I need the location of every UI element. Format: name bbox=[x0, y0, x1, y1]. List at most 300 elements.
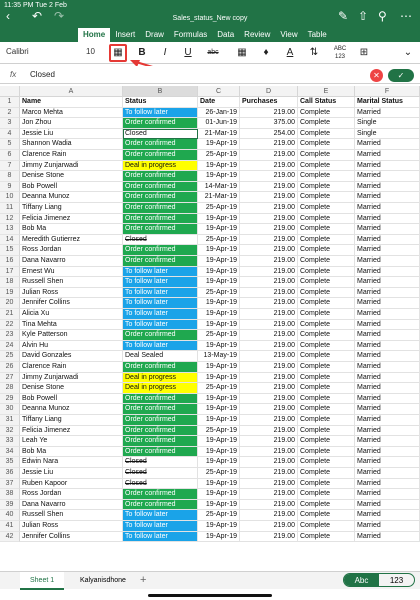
tab-home[interactable]: Home bbox=[78, 28, 110, 42]
row-number[interactable]: 18 bbox=[0, 277, 20, 288]
cell-status[interactable]: Order confirmed bbox=[123, 415, 198, 426]
cell-marital-status[interactable]: Married bbox=[355, 479, 420, 490]
cell-date[interactable]: 25-Apr-19 bbox=[198, 426, 240, 437]
cell-date[interactable]: 21-Mar-19 bbox=[198, 129, 240, 140]
cell-name[interactable]: Julian Ross bbox=[20, 288, 123, 299]
cell-purchases[interactable]: 219.00 bbox=[240, 532, 298, 543]
cell-date[interactable]: 13-May-19 bbox=[198, 351, 240, 362]
cell-date[interactable]: 19-Apr-19 bbox=[198, 500, 240, 511]
row-number[interactable]: 5 bbox=[0, 139, 20, 150]
row-number[interactable]: 35 bbox=[0, 457, 20, 468]
row-number[interactable]: 13 bbox=[0, 224, 20, 235]
cell-purchases[interactable]: 219.00 bbox=[240, 362, 298, 373]
cell-date[interactable]: 19-Apr-19 bbox=[198, 256, 240, 267]
cell-date[interactable]: 19-Apr-19 bbox=[198, 489, 240, 500]
cell-purchases[interactable]: 219.00 bbox=[240, 161, 298, 172]
cell-name[interactable]: Russell Shen bbox=[20, 510, 123, 521]
cell-purchases[interactable]: 219.00 bbox=[240, 457, 298, 468]
cell-marital-status[interactable]: Married bbox=[355, 510, 420, 521]
cell-status[interactable]: To follow later bbox=[123, 277, 198, 288]
tab-table[interactable]: Table bbox=[307, 30, 327, 39]
cell-call-status[interactable]: Complete bbox=[298, 182, 355, 193]
cell-purchases[interactable]: 219.00 bbox=[240, 521, 298, 532]
cell-status[interactable]: Order confirmed bbox=[123, 404, 198, 415]
cell-call-status[interactable]: Complete bbox=[298, 214, 355, 225]
cell-date[interactable]: 14-Mar-19 bbox=[198, 182, 240, 193]
col-header-f[interactable]: F bbox=[355, 86, 420, 97]
cell-purchases[interactable]: 219.00 bbox=[240, 447, 298, 458]
row-number[interactable]: 25 bbox=[0, 351, 20, 362]
cell-call-status[interactable]: Complete bbox=[298, 139, 355, 150]
keyboard-toggle[interactable] bbox=[343, 573, 415, 587]
cell-marital-status[interactable]: Married bbox=[355, 203, 420, 214]
cell-call-status[interactable]: Complete bbox=[298, 510, 355, 521]
cell-purchases[interactable]: 219.00 bbox=[240, 224, 298, 235]
fill-icon[interactable]: ♦ bbox=[263, 47, 269, 58]
cell-marital-status[interactable]: Married bbox=[355, 436, 420, 447]
cell-call-status[interactable]: Complete bbox=[298, 224, 355, 235]
cell-purchases[interactable]: 219.00 bbox=[240, 171, 298, 182]
cell-name[interactable]: Tiffany Liang bbox=[20, 203, 123, 214]
cell-marital-status[interactable]: Married bbox=[355, 298, 420, 309]
row-number[interactable]: 37 bbox=[0, 479, 20, 490]
cell-call-status[interactable]: Complete bbox=[298, 489, 355, 500]
cell-marital-status[interactable]: Married bbox=[355, 161, 420, 172]
cell-call-status[interactable]: Complete bbox=[298, 479, 355, 490]
cell-date[interactable]: 25-Apr-19 bbox=[198, 330, 240, 341]
cell-status[interactable]: To follow later bbox=[123, 532, 198, 543]
cell-purchases[interactable]: 375.00 bbox=[240, 118, 298, 129]
cell-marital-status[interactable]: Married bbox=[355, 288, 420, 299]
cell-purchases[interactable]: 219.00 bbox=[240, 139, 298, 150]
row-number[interactable]: 26 bbox=[0, 362, 20, 373]
cell-purchases[interactable]: 219.00 bbox=[240, 108, 298, 119]
cell-purchases[interactable]: 219.00 bbox=[240, 415, 298, 426]
cell-status[interactable]: Order confirmed bbox=[123, 150, 198, 161]
cell-call-status[interactable]: Complete bbox=[298, 532, 355, 543]
cell-call-status[interactable]: Complete bbox=[298, 426, 355, 437]
sheet-tab-1[interactable]: Sheet 1 bbox=[20, 572, 64, 590]
cell-status[interactable]: To follow later bbox=[123, 521, 198, 532]
borders-icon[interactable]: ▦ bbox=[237, 47, 247, 58]
cell-name[interactable]: Deanna Munoz bbox=[20, 404, 123, 415]
cell-status[interactable]: To follow later bbox=[123, 309, 198, 320]
share-icon[interactable]: ⇧ bbox=[358, 9, 369, 23]
cell-marital-status[interactable]: Married bbox=[355, 192, 420, 203]
cell-marital-status[interactable]: Married bbox=[355, 320, 420, 331]
more-icon[interactable]: ⋯ bbox=[400, 9, 412, 23]
cell-marital-status[interactable]: Married bbox=[355, 447, 420, 458]
cell-name[interactable]: Jimmy Zunjarwadi bbox=[20, 161, 123, 172]
cell-name[interactable]: Ruben Kapoor bbox=[20, 479, 123, 490]
cell-name[interactable]: Denise Stone bbox=[20, 171, 123, 182]
cell-date[interactable]: 19-Apr-19 bbox=[198, 267, 240, 278]
cell-purchases[interactable]: 219.00 bbox=[240, 245, 298, 256]
row-number[interactable]: 3 bbox=[0, 118, 20, 129]
cell-marital-status[interactable]: Single bbox=[355, 118, 420, 129]
cell-name[interactable]: Russell Shen bbox=[20, 277, 123, 288]
cell-call-status[interactable]: Complete bbox=[298, 288, 355, 299]
cell-call-status[interactable]: Complete bbox=[298, 415, 355, 426]
cell-date[interactable]: 19-Apr-19 bbox=[198, 373, 240, 384]
add-sheet-button[interactable]: + bbox=[140, 574, 147, 586]
cell-status[interactable]: To follow later bbox=[123, 267, 198, 278]
cell-purchases[interactable]: 219.00 bbox=[240, 320, 298, 331]
cell-call-status[interactable]: Complete bbox=[298, 277, 355, 288]
cell-name[interactable]: Felicia Jimenez bbox=[20, 214, 123, 225]
cell-date[interactable]: 19-Apr-19 bbox=[198, 521, 240, 532]
cell-marital-status[interactable]: Married bbox=[355, 373, 420, 384]
header-status[interactable]: Status bbox=[123, 97, 198, 108]
cell-date[interactable]: 19-Apr-19 bbox=[198, 532, 240, 543]
cell-marital-status[interactable]: Married bbox=[355, 521, 420, 532]
cell-name[interactable]: Denise Stone bbox=[20, 383, 123, 394]
cell-name[interactable]: Dana Navarro bbox=[20, 256, 123, 267]
row-number[interactable]: 20 bbox=[0, 298, 20, 309]
cell-marital-status[interactable]: Married bbox=[355, 245, 420, 256]
cell-status[interactable]: Closed bbox=[123, 468, 198, 479]
cell-status[interactable]: Order confirmed bbox=[123, 182, 198, 193]
cell-call-status[interactable]: Complete bbox=[298, 309, 355, 320]
cell-call-status[interactable]: Complete bbox=[298, 351, 355, 362]
cell-name[interactable]: Jessie Liu bbox=[20, 129, 123, 140]
cell-status[interactable]: Order confirmed bbox=[123, 489, 198, 500]
cell-status[interactable]: Order confirmed bbox=[123, 394, 198, 405]
row-number[interactable]: 22 bbox=[0, 320, 20, 331]
wrap-text-button[interactable]: ABC 123 bbox=[333, 46, 347, 60]
row-number[interactable]: 1 bbox=[0, 97, 20, 108]
cell-marital-status[interactable]: Married bbox=[355, 235, 420, 246]
cell-marital-status[interactable]: Married bbox=[355, 309, 420, 320]
numeric-keyboard-button[interactable]: 123 bbox=[389, 576, 404, 585]
cell-status[interactable]: Order confirmed bbox=[123, 436, 198, 447]
cell-name[interactable]: David Gonzales bbox=[20, 351, 123, 362]
col-header-e[interactable]: E bbox=[298, 86, 355, 97]
cell-date[interactable]: 19-Apr-19 bbox=[198, 171, 240, 182]
row-number[interactable]: 39 bbox=[0, 500, 20, 511]
cell-date[interactable]: 19-Apr-19 bbox=[198, 479, 240, 490]
cell-status[interactable]: Order confirmed bbox=[123, 256, 198, 267]
cell-purchases[interactable]: 219.00 bbox=[240, 341, 298, 352]
cell-name[interactable]: Jimmy Zunjarwadi bbox=[20, 373, 123, 384]
header-name[interactable]: Name bbox=[20, 97, 123, 108]
redo-icon[interactable]: ↷ bbox=[54, 9, 65, 23]
row-number[interactable]: 11 bbox=[0, 203, 20, 214]
tab-formulas[interactable]: Formulas bbox=[173, 30, 208, 39]
row-number[interactable]: 34 bbox=[0, 447, 20, 458]
cell-call-status[interactable]: Complete bbox=[298, 235, 355, 246]
cell-name[interactable]: Bob Ma bbox=[20, 224, 123, 235]
cell-name[interactable]: Bob Powell bbox=[20, 394, 123, 405]
cell-marital-status[interactable]: Married bbox=[355, 532, 420, 543]
tab-review[interactable]: Review bbox=[244, 30, 271, 39]
cell-name[interactable]: Dana Navarro bbox=[20, 500, 123, 511]
cell-status[interactable]: Order confirmed bbox=[123, 362, 198, 373]
row-number[interactable]: 12 bbox=[0, 214, 20, 225]
cell-name[interactable]: Ross Jordan bbox=[20, 489, 123, 500]
row-number[interactable]: 27 bbox=[0, 373, 20, 384]
cell-purchases[interactable]: 219.00 bbox=[240, 298, 298, 309]
cell-purchases[interactable]: 219.00 bbox=[240, 309, 298, 320]
row-number[interactable]: 33 bbox=[0, 436, 20, 447]
cell-status[interactable]: Deal in progress bbox=[123, 373, 198, 384]
cell-status[interactable]: Order confirmed bbox=[123, 203, 198, 214]
cell-name[interactable]: Edwin Nara bbox=[20, 457, 123, 468]
row-number[interactable]: 21 bbox=[0, 309, 20, 320]
cell-name[interactable]: Tina Mehta bbox=[20, 320, 123, 331]
abc-keyboard-button[interactable]: Abc bbox=[344, 574, 379, 586]
cell-call-status[interactable]: Complete bbox=[298, 161, 355, 172]
cell-status[interactable]: To follow later bbox=[123, 288, 198, 299]
col-header-b[interactable]: B bbox=[123, 86, 198, 97]
cell-date[interactable]: 19-Apr-19 bbox=[198, 436, 240, 447]
cell-status[interactable]: Order confirmed bbox=[123, 139, 198, 150]
cell-marital-status[interactable]: Married bbox=[355, 214, 420, 225]
font-color-icon[interactable]: A bbox=[286, 47, 294, 58]
row-number[interactable]: 36 bbox=[0, 468, 20, 479]
cell-date[interactable]: 25-Apr-19 bbox=[198, 150, 240, 161]
cell-status[interactable]: To follow later bbox=[123, 108, 198, 119]
cell-purchases[interactable]: 219.00 bbox=[240, 373, 298, 384]
row-number[interactable]: 31 bbox=[0, 415, 20, 426]
cell-call-status[interactable]: Complete bbox=[298, 245, 355, 256]
row-number[interactable]: 14 bbox=[0, 235, 20, 246]
cell-date[interactable]: 19-Apr-19 bbox=[198, 161, 240, 172]
cell-name[interactable]: Marco Mehta bbox=[20, 108, 123, 119]
cell-name[interactable]: Bob Powell bbox=[20, 182, 123, 193]
undo-icon[interactable]: ↶ bbox=[32, 9, 43, 23]
sort-icon[interactable]: ⇅ bbox=[309, 47, 319, 58]
format-painter-icon[interactable]: ▦ bbox=[109, 44, 127, 62]
header-call-status[interactable]: Call Status bbox=[298, 97, 355, 108]
cell-status[interactable]: Order confirmed bbox=[123, 171, 198, 182]
cell-date[interactable]: 19-Apr-19 bbox=[198, 394, 240, 405]
cell-purchases[interactable]: 219.00 bbox=[240, 330, 298, 341]
cell-name[interactable]: Felicia Jimenez bbox=[20, 426, 123, 437]
cell-name[interactable]: Alicia Xu bbox=[20, 309, 123, 320]
cell-call-status[interactable]: Complete bbox=[298, 521, 355, 532]
cell-date[interactable]: 21-Mar-19 bbox=[198, 192, 240, 203]
cell-marital-status[interactable]: Married bbox=[355, 267, 420, 278]
cell-status[interactable]: Closed bbox=[123, 457, 198, 468]
cell-date[interactable]: 25-Apr-19 bbox=[198, 235, 240, 246]
cell-purchases[interactable]: 219.00 bbox=[240, 479, 298, 490]
chevron-down-icon[interactable]: ⌄ bbox=[403, 47, 413, 58]
cell-purchases[interactable]: 219.00 bbox=[240, 235, 298, 246]
cell-name[interactable]: Jon Zhou bbox=[20, 118, 123, 129]
cell-date[interactable]: 19-Apr-19 bbox=[198, 341, 240, 352]
cell-name[interactable]: Tiffany Liang bbox=[20, 415, 123, 426]
cell-purchases[interactable]: 219.00 bbox=[240, 394, 298, 405]
row-number[interactable]: 4 bbox=[0, 129, 20, 140]
cell-call-status[interactable]: Complete bbox=[298, 267, 355, 278]
cell-purchases[interactable]: 219.00 bbox=[240, 267, 298, 278]
strikethrough-button[interactable]: abc bbox=[207, 49, 219, 56]
formula-input[interactable]: Closed bbox=[30, 70, 55, 79]
cell-call-status[interactable]: Complete bbox=[298, 373, 355, 384]
cell-purchases[interactable]: 219.00 bbox=[240, 203, 298, 214]
cell-call-status[interactable]: Complete bbox=[298, 256, 355, 267]
cell-marital-status[interactable]: Married bbox=[355, 108, 420, 119]
cell-purchases[interactable]: 219.00 bbox=[240, 214, 298, 225]
cell-name[interactable]: Jennifer Collins bbox=[20, 298, 123, 309]
cell-status[interactable]: Order confirmed bbox=[123, 118, 198, 129]
cell-name[interactable]: Julian Ross bbox=[20, 521, 123, 532]
cell-date[interactable]: 19-Apr-19 bbox=[198, 298, 240, 309]
cell-call-status[interactable]: Complete bbox=[298, 330, 355, 341]
row-number[interactable]: 17 bbox=[0, 267, 20, 278]
cell-purchases[interactable]: 219.00 bbox=[240, 277, 298, 288]
cell-name[interactable]: Alvin Hu bbox=[20, 341, 123, 352]
cell-date[interactable]: 25-Apr-19 bbox=[198, 468, 240, 479]
cell-purchases[interactable]: 219.00 bbox=[240, 351, 298, 362]
row-number[interactable]: 42 bbox=[0, 532, 20, 543]
cell-date[interactable]: 26-Jan-19 bbox=[198, 108, 240, 119]
cell-status[interactable]: Deal Sealed bbox=[123, 351, 198, 362]
cell-marital-status[interactable]: Single bbox=[355, 129, 420, 140]
cell-name[interactable]: Clarence Rain bbox=[20, 362, 123, 373]
row-number[interactable]: 10 bbox=[0, 192, 20, 203]
cell-date[interactable]: 19-Apr-19 bbox=[198, 320, 240, 331]
row-number[interactable]: 38 bbox=[0, 489, 20, 500]
cell-marital-status[interactable]: Married bbox=[355, 468, 420, 479]
cell-call-status[interactable]: Complete bbox=[298, 436, 355, 447]
cell-marital-status[interactable]: Married bbox=[355, 415, 420, 426]
cell-marital-status[interactable]: Married bbox=[355, 150, 420, 161]
cell-marital-status[interactable]: Married bbox=[355, 500, 420, 511]
cell-marital-status[interactable]: Married bbox=[355, 330, 420, 341]
cell-name[interactable]: Clarence Rain bbox=[20, 150, 123, 161]
cell-call-status[interactable]: Complete bbox=[298, 383, 355, 394]
row-number[interactable]: 28 bbox=[0, 383, 20, 394]
col-header-a[interactable]: A bbox=[20, 86, 123, 97]
cell-name[interactable]: Deanna Munoz bbox=[20, 192, 123, 203]
cell-date[interactable]: 19-Apr-19 bbox=[198, 404, 240, 415]
cell-marital-status[interactable]: Married bbox=[355, 394, 420, 405]
row-number[interactable]: 29 bbox=[0, 394, 20, 405]
cell-status[interactable]: Closed bbox=[123, 129, 198, 140]
cell-marital-status[interactable]: Married bbox=[355, 277, 420, 288]
cell-purchases[interactable]: 219.00 bbox=[240, 256, 298, 267]
cell-name[interactable]: Bob Ma bbox=[20, 447, 123, 458]
row-number[interactable]: 41 bbox=[0, 521, 20, 532]
cell-purchases[interactable]: 219.00 bbox=[240, 426, 298, 437]
row-number[interactable]: 16 bbox=[0, 256, 20, 267]
cell-status[interactable]: Order confirmed bbox=[123, 426, 198, 437]
cell-status[interactable]: Order confirmed bbox=[123, 245, 198, 256]
cell-purchases[interactable]: 219.00 bbox=[240, 489, 298, 500]
cell-date[interactable]: 19-Apr-19 bbox=[198, 362, 240, 373]
cell-call-status[interactable]: Complete bbox=[298, 362, 355, 373]
cell-marital-status[interactable]: Married bbox=[355, 383, 420, 394]
cell-date[interactable]: 19-Apr-19 bbox=[198, 415, 240, 426]
cell-date[interactable]: 01-Jun-19 bbox=[198, 118, 240, 129]
row-number[interactable]: 30 bbox=[0, 404, 20, 415]
back-icon[interactable]: ‹ bbox=[6, 9, 10, 23]
cell-marital-status[interactable]: Married bbox=[355, 256, 420, 267]
cell-date[interactable]: 19-Apr-19 bbox=[198, 447, 240, 458]
cell-purchases[interactable]: 219.00 bbox=[240, 150, 298, 161]
cell-status[interactable]: Closed bbox=[123, 235, 198, 246]
cell-call-status[interactable]: Complete bbox=[298, 404, 355, 415]
cell-name[interactable]: Ernest Wu bbox=[20, 267, 123, 278]
cell-call-status[interactable]: Complete bbox=[298, 298, 355, 309]
cell-status[interactable]: Order confirmed bbox=[123, 192, 198, 203]
cell-marital-status[interactable]: Married bbox=[355, 171, 420, 182]
cell-name[interactable]: Shannon Wadia bbox=[20, 139, 123, 150]
edit-icon[interactable]: ✎ bbox=[338, 9, 349, 23]
cell-date[interactable]: 25-Apr-19 bbox=[198, 288, 240, 299]
cell-purchases[interactable]: 219.00 bbox=[240, 182, 298, 193]
cell-date[interactable]: 19-Apr-19 bbox=[198, 309, 240, 320]
row-number[interactable]: 19 bbox=[0, 288, 20, 299]
cell-marital-status[interactable]: Married bbox=[355, 341, 420, 352]
col-header-c[interactable]: C bbox=[198, 86, 240, 97]
confirm-edit-button[interactable]: ✓ bbox=[388, 69, 414, 82]
cell-date[interactable]: 19-Apr-19 bbox=[198, 245, 240, 256]
italic-button[interactable]: I bbox=[163, 47, 167, 58]
cell-purchases[interactable]: 254.00 bbox=[240, 129, 298, 140]
cell-name[interactable]: Ross Jordan bbox=[20, 245, 123, 256]
cell-marital-status[interactable]: Married bbox=[355, 351, 420, 362]
header-marital-status[interactable]: Marital Status bbox=[355, 97, 420, 108]
cell-purchases[interactable]: 219.00 bbox=[240, 510, 298, 521]
cell-purchases[interactable]: 219.00 bbox=[240, 288, 298, 299]
font-size-field[interactable]: 10 bbox=[86, 47, 95, 56]
cell-date[interactable]: 19-Apr-19 bbox=[198, 214, 240, 225]
cell-status[interactable]: Order confirmed bbox=[123, 447, 198, 458]
merge-icon[interactable]: ⊞ bbox=[359, 47, 369, 58]
cell-status[interactable]: Closed bbox=[123, 479, 198, 490]
row-number[interactable]: 23 bbox=[0, 330, 20, 341]
cell-status[interactable]: Order confirmed bbox=[123, 500, 198, 511]
cell-call-status[interactable]: Complete bbox=[298, 468, 355, 479]
cell-status[interactable]: To follow later bbox=[123, 320, 198, 331]
cell-marital-status[interactable]: Married bbox=[355, 457, 420, 468]
cell-purchases[interactable]: 219.00 bbox=[240, 436, 298, 447]
tab-draw[interactable]: Draw bbox=[145, 30, 164, 39]
cell-name[interactable]: Kyle Patterson bbox=[20, 330, 123, 341]
cell-call-status[interactable]: Complete bbox=[298, 150, 355, 161]
cell-purchases[interactable]: 219.00 bbox=[240, 468, 298, 479]
cell-call-status[interactable]: Complete bbox=[298, 500, 355, 511]
cell-name[interactable]: Jennifer Collins bbox=[20, 532, 123, 543]
cell-date[interactable]: 19-Apr-19 bbox=[198, 139, 240, 150]
tab-data[interactable]: Data bbox=[217, 30, 235, 39]
row-number[interactable]: 24 bbox=[0, 341, 20, 352]
cell-marital-status[interactable]: Married bbox=[355, 362, 420, 373]
cell-purchases[interactable]: 219.00 bbox=[240, 404, 298, 415]
cell-purchases[interactable]: 219.00 bbox=[240, 383, 298, 394]
sheet-tab-2[interactable]: Kalyanisdhone bbox=[80, 577, 126, 584]
cell-date[interactable]: 19-Apr-19 bbox=[198, 224, 240, 235]
row-number[interactable]: 7 bbox=[0, 161, 20, 172]
header-purchases[interactable]: Purchases bbox=[240, 97, 298, 108]
cell-call-status[interactable]: Complete bbox=[298, 129, 355, 140]
cell-purchases[interactable]: 219.00 bbox=[240, 500, 298, 511]
font-name-field[interactable]: Calibri bbox=[6, 47, 29, 56]
select-all-corner[interactable] bbox=[0, 86, 20, 97]
cell-call-status[interactable]: Complete bbox=[298, 447, 355, 458]
cell-marital-status[interactable]: Married bbox=[355, 139, 420, 150]
row-number[interactable]: 6 bbox=[0, 150, 20, 161]
row-number[interactable]: 32 bbox=[0, 426, 20, 437]
cell-call-status[interactable]: Complete bbox=[298, 118, 355, 129]
cell-status[interactable]: To follow later bbox=[123, 510, 198, 521]
cell-status[interactable]: Deal in progress bbox=[123, 161, 198, 172]
cell-call-status[interactable]: Complete bbox=[298, 171, 355, 182]
cell-status[interactable]: Deal in progress bbox=[123, 383, 198, 394]
